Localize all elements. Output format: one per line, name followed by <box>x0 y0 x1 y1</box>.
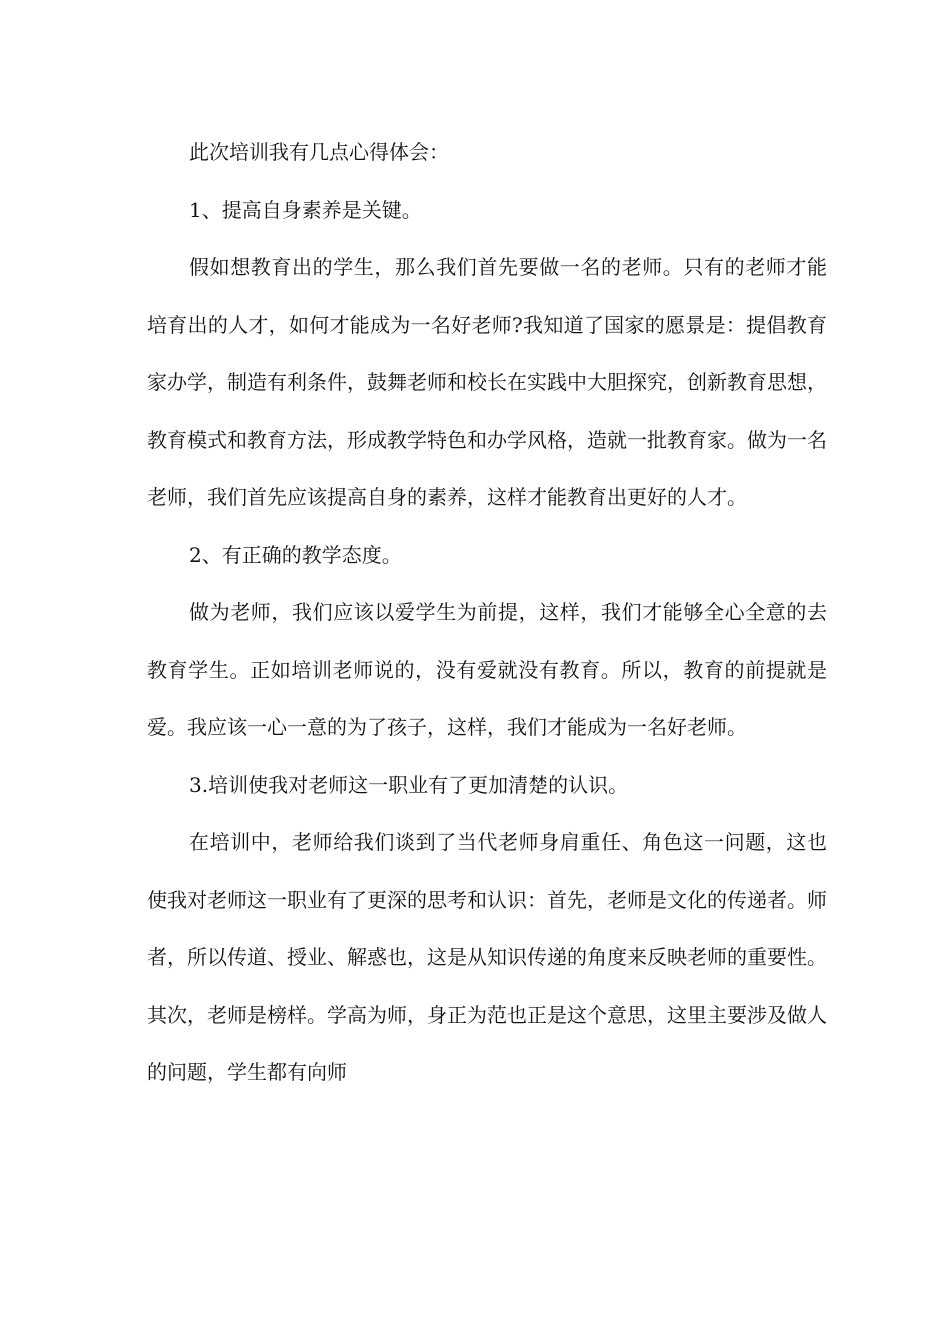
paragraph-body-3: 在培训中，老师给我们谈到了当代老师身肩重任、角色这一问题，这也使我对老师这一职业有了更深的思考和认识：首先，老师是文化的传递者。师者，所以传道、授业、解惑也，这是从知识传递的角度来反映老师的重要性。其次，老师是榜样。学高为师，身正为范也正是这个意思，这里主要涉及做人的问题，学生都有向师 <box>147 830 827 1084</box>
paragraph-body-2: 做为老师，我们应该以爱学生为前提，这样，我们才能够全心全意的去教育学生。正如培训老师说的，没有爱就没有教育。所以，教育的前提就是爱。我应该一心一意的为了孩子，这样，我们才能成为一名好老师。 <box>147 600 827 739</box>
document-body <box>147 124 827 1102</box>
paragraph-intro: 此次培训我有几点心得体会： <box>189 140 449 164</box>
paragraph-heading-2: 2、有正确的教学态度。 <box>189 542 402 567</box>
paragraph-heading-1: 1、提高自身素养是关键。 <box>189 197 422 222</box>
paragraph-body-1: 假如想教育出的学生，那么我们首先要做一名的老师。只有的老师才能培育出的人才，如何才能成为一名好老师?我知道了国家的愿景是：提倡教育家办学，制造有利条件，鼓舞老师和校长在实践中大胆探究，创新教育思想，教育模式和教育方法，形成教学特色和办学风格，造就一批教育家。做为一名老师，我们首先应该提高自身的素养，这样才能教育出更好的人才。 <box>147 255 827 509</box>
paragraph-heading-3: 3.培训使我对老师这一职业有了更加清楚的认识。 <box>189 772 629 797</box>
